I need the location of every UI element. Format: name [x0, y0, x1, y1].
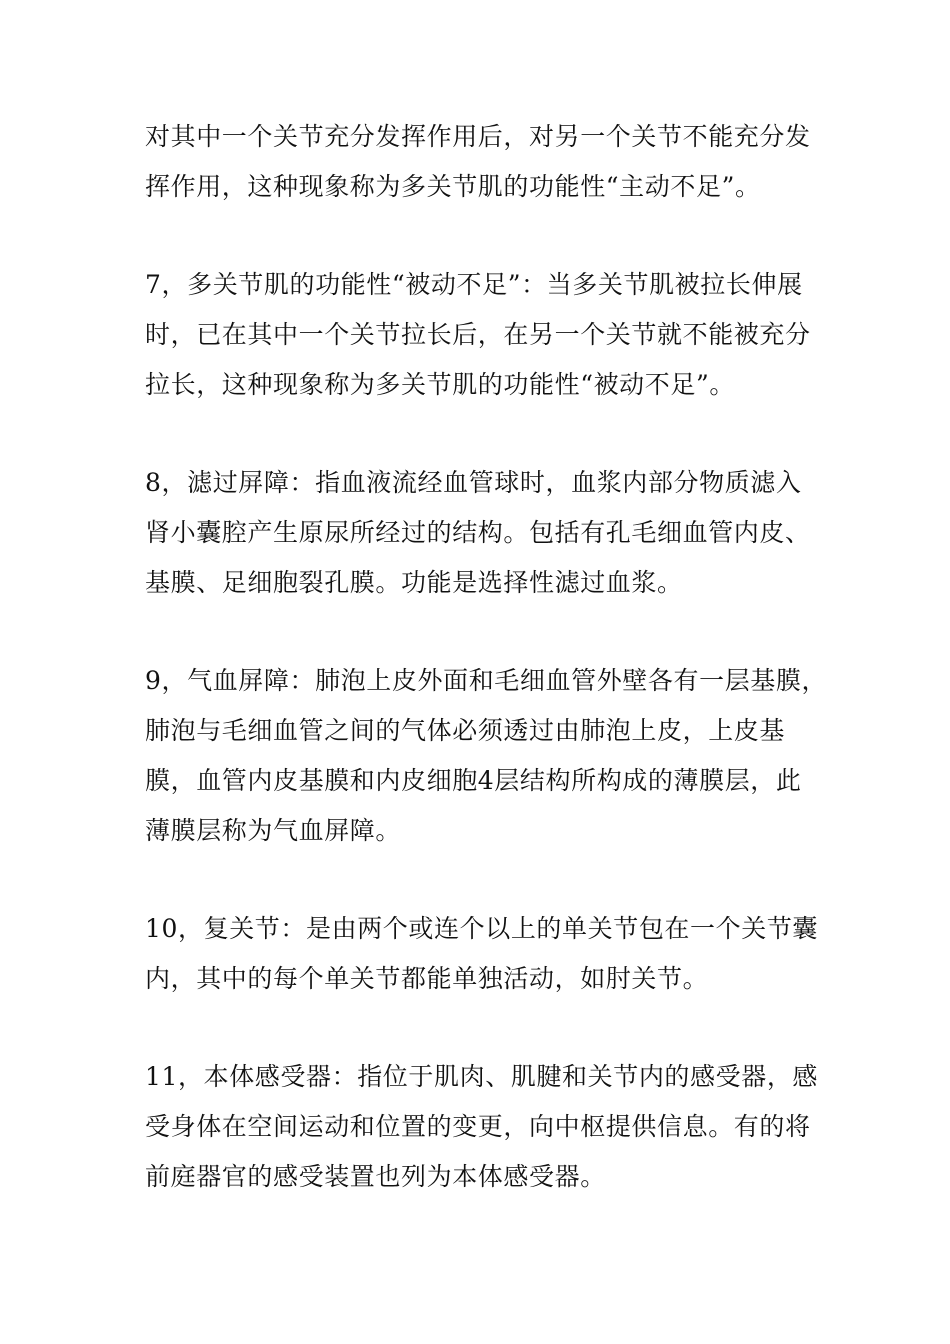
paragraph-item-7 — [145, 260, 835, 410]
text-line: 挥作用，这种现象称为多关节肌的功能性“主动不足”。 — [145, 172, 761, 201]
text-line: 受身体在空间运动和位置的变更，向中枢提供信息。有的将 — [145, 1112, 811, 1141]
text-line: 对其中一个关节充分发挥作用后，对另一个关节不能充分发 — [145, 122, 811, 151]
text-line: 时，已在其中一个关节拉长后，在另一个关节就不能被充分 — [145, 320, 811, 349]
text-line: 膜，血管内皮基膜和内皮细胞4层结构所构成的薄膜层，此 — [145, 766, 802, 795]
text-line: 拉长，这种现象称为多关节肌的功能性“被动不足”。 — [145, 370, 735, 399]
text-line: 内，其中的每个单关节都能单独活动，如肘关节。 — [145, 964, 709, 993]
text-line: 7，多关节肌的功能性“被动不足”：当多关节肌被拉长伸展 — [145, 270, 803, 299]
text-line: 9，气血屏障：肺泡上皮外面和毛细血管外壁各有一层基膜， — [145, 666, 828, 695]
text-line: 前庭器官的感受装置也列为本体感受器。 — [145, 1162, 606, 1191]
paragraph-item-11 — [145, 1052, 835, 1202]
text-line: 8，滤过屏障：指血液流经血管球时，血浆内部分物质滤入 — [145, 468, 802, 497]
text-line: 基膜、足细胞裂孔膜。功能是选择性滤过血浆。 — [145, 568, 683, 597]
text-line: 11，本体感受器：指位于肌肉、肌腱和关节内的感受器，感 — [145, 1062, 819, 1091]
paragraph-item-10 — [145, 904, 835, 1004]
text-line: 薄膜层称为气血屏障。 — [145, 816, 402, 845]
paragraph-active-insufficiency — [145, 112, 835, 212]
paragraph-item-8 — [145, 458, 835, 608]
text-line: 10，复关节：是由两个或连个以上的单关节包在一个关节囊 — [145, 914, 819, 943]
paragraph-item-9 — [145, 656, 835, 856]
text-line: 肺泡与毛细血管之间的气体必须透过由肺泡上皮，上皮基 — [145, 716, 786, 745]
text-line: 肾小囊腔产生原尿所经过的结构。包括有孔毛细血管内皮、 — [145, 518, 811, 547]
document-page — [145, 112, 835, 1250]
